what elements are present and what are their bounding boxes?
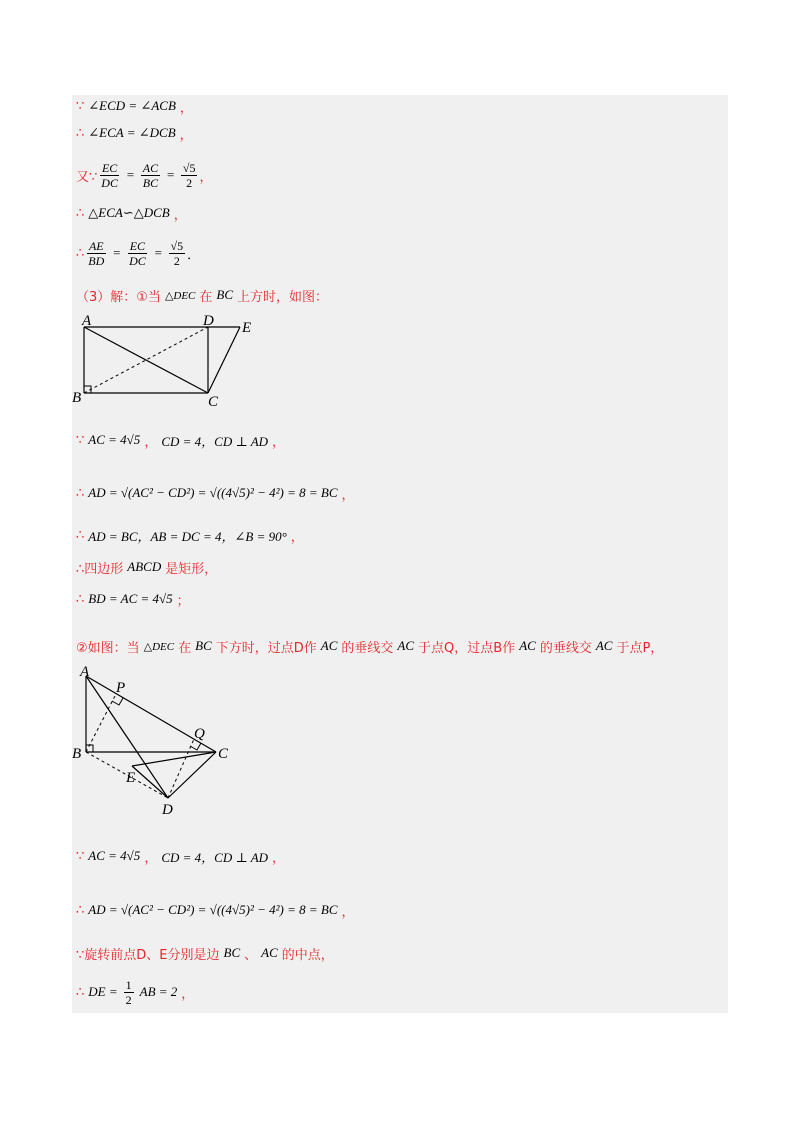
equation: CD = 4，CD ⊥ AD bbox=[161, 849, 269, 865]
punct: ， bbox=[173, 207, 187, 223]
diagonal-ac bbox=[84, 327, 208, 393]
numerator: EC bbox=[129, 238, 146, 253]
line-given-1 bbox=[76, 427, 285, 453]
equation: AC = 4√5 bbox=[88, 432, 141, 447]
math: △DEC bbox=[164, 289, 196, 302]
punct: ． bbox=[187, 247, 201, 263]
punct: ， bbox=[272, 850, 286, 866]
text: 的中点， bbox=[281, 947, 334, 963]
label-c: C bbox=[208, 394, 219, 410]
numerator: 1 bbox=[125, 977, 132, 992]
label-b: B bbox=[72, 746, 82, 762]
denominator: DC bbox=[129, 253, 146, 268]
text: 、 bbox=[244, 947, 258, 963]
text: 在 bbox=[199, 289, 213, 305]
equals: = bbox=[166, 167, 175, 182]
equation: △ECA∽△DCB bbox=[88, 205, 170, 220]
punct: ， bbox=[181, 986, 195, 1002]
denominator: 2 bbox=[173, 253, 180, 268]
label-c: C bbox=[218, 746, 229, 762]
label-d: D bbox=[203, 313, 214, 329]
therefore-symbol: ∴ bbox=[76, 485, 85, 501]
because-symbol: ∵ bbox=[76, 432, 85, 448]
math: AC bbox=[595, 638, 613, 653]
line-rectangle bbox=[76, 555, 217, 579]
text: （3）解：①当 bbox=[76, 289, 161, 305]
math: AC bbox=[519, 638, 536, 653]
therefore-symbol: ∴ bbox=[76, 902, 85, 918]
therefore-symbol: ∴ bbox=[76, 527, 85, 543]
fraction bbox=[124, 978, 134, 1007]
equals: = bbox=[125, 167, 135, 182]
fraction bbox=[181, 161, 198, 190]
equation: DE = bbox=[88, 984, 118, 999]
therefore-symbol: ∴ bbox=[76, 591, 85, 607]
equals: = bbox=[153, 245, 163, 260]
punct: ， bbox=[179, 100, 193, 116]
punct: ， bbox=[144, 850, 158, 866]
fraction bbox=[141, 161, 160, 190]
right-angle-q bbox=[190, 743, 201, 750]
line-de bbox=[76, 972, 194, 1012]
denominator: 2 bbox=[186, 175, 193, 190]
denominator: DC bbox=[101, 175, 118, 190]
perp-dq bbox=[168, 739, 194, 798]
text: 的垂线交 bbox=[539, 640, 592, 656]
math: AC bbox=[261, 945, 278, 960]
label-d: D bbox=[162, 802, 173, 818]
part3-heading bbox=[76, 284, 328, 306]
punct: ， bbox=[272, 434, 286, 450]
numerator: EC bbox=[101, 160, 118, 175]
equation: ∠ECD = ∠ACB bbox=[88, 98, 176, 113]
line-ad-calc-2 bbox=[76, 895, 355, 925]
punct: ， bbox=[290, 529, 304, 545]
edge-ec bbox=[208, 327, 240, 393]
fraction bbox=[127, 239, 148, 268]
equals: = bbox=[112, 245, 122, 260]
denominator: BD bbox=[88, 253, 105, 268]
denominator: BC bbox=[142, 175, 159, 190]
math: BC bbox=[216, 287, 234, 302]
line-angle-eca bbox=[76, 122, 193, 144]
label-b: B bbox=[72, 390, 82, 406]
therefore-symbol: ∴ bbox=[76, 984, 85, 1000]
math: AC bbox=[320, 638, 338, 653]
right-angle-p bbox=[112, 698, 123, 705]
line-ae-bd bbox=[76, 233, 200, 273]
numerator: √5 bbox=[170, 238, 184, 253]
line-bd bbox=[76, 586, 190, 612]
therefore-symbol: ∴ bbox=[76, 245, 85, 261]
label-a: A bbox=[80, 664, 90, 680]
text: 于点Q，过点B作 bbox=[418, 640, 516, 656]
numerator: √5 bbox=[182, 160, 196, 175]
figure-rotated-triangle bbox=[70, 660, 250, 820]
punct: ， bbox=[179, 127, 193, 143]
text: ∵旋转前点D、E分别是边 bbox=[76, 947, 220, 963]
figure-rectangle bbox=[70, 310, 270, 410]
fraction bbox=[99, 161, 120, 190]
text: 是矩形， bbox=[165, 561, 218, 577]
text: ∴四边形 bbox=[76, 561, 124, 577]
line-ratio bbox=[76, 155, 212, 195]
because-symbol: ∵ bbox=[76, 848, 85, 864]
equation: ∠ECA = ∠DCB bbox=[88, 125, 176, 140]
math: BC bbox=[223, 945, 241, 960]
punct: ， bbox=[341, 904, 355, 920]
line-ad-calc-1 bbox=[76, 478, 355, 508]
punct: ， bbox=[144, 434, 158, 450]
therefore-symbol: ∴ bbox=[76, 125, 85, 141]
also-because-symbol: 又∵ bbox=[76, 169, 98, 185]
case2-heading bbox=[76, 634, 663, 658]
punct: ， bbox=[199, 169, 213, 185]
text: 上方时，如图： bbox=[237, 289, 329, 305]
text: 在 bbox=[178, 640, 192, 656]
line-rect-props bbox=[76, 523, 304, 547]
equation: AD = √(AC² − CD²) = √((4√5)² − 4²) = 8 = BC bbox=[88, 485, 338, 500]
math: ABCD bbox=[127, 559, 162, 574]
text: 下方时，过点D作 bbox=[215, 640, 317, 656]
numerator: AC bbox=[142, 160, 159, 175]
label-e: E bbox=[126, 770, 136, 786]
therefore-symbol: ∴ bbox=[76, 205, 85, 221]
equation: CD = 4，CD ⊥ AD bbox=[161, 433, 269, 449]
equation: AC = 4√5 bbox=[88, 848, 141, 863]
equation: AB = 2 bbox=[139, 984, 178, 999]
equation: BD = AC = 4√5 bbox=[88, 591, 173, 606]
label-p: P bbox=[116, 680, 126, 696]
text: ②如图：当 bbox=[76, 640, 140, 656]
fraction bbox=[169, 239, 186, 268]
label-a: A bbox=[82, 313, 92, 329]
label-e: E bbox=[242, 320, 252, 336]
because-symbol: ∵ bbox=[76, 98, 85, 114]
perp-bp bbox=[86, 694, 116, 752]
denominator: 2 bbox=[125, 992, 132, 1007]
punct: ， bbox=[341, 487, 355, 503]
label-q: Q bbox=[194, 726, 205, 742]
line-angle-ecd bbox=[76, 95, 193, 117]
equation: AD = √(AC² − CD²) = √((4√5)² − 4²) = 8 = BC bbox=[88, 902, 338, 917]
punct: ； bbox=[176, 593, 190, 609]
line-similar bbox=[76, 202, 187, 224]
text: 的垂线交 bbox=[341, 640, 394, 656]
math: AC bbox=[397, 638, 415, 653]
numerator: AE bbox=[88, 238, 104, 253]
math: △DEC bbox=[143, 640, 175, 653]
equation: AD = BC，AB = DC = 4，∠B = 90° bbox=[88, 528, 287, 544]
line-given-2 bbox=[76, 843, 285, 869]
text: 于点P， bbox=[616, 640, 664, 656]
math: BC bbox=[195, 638, 212, 653]
fraction bbox=[86, 239, 106, 268]
line-midpoints bbox=[76, 941, 334, 965]
